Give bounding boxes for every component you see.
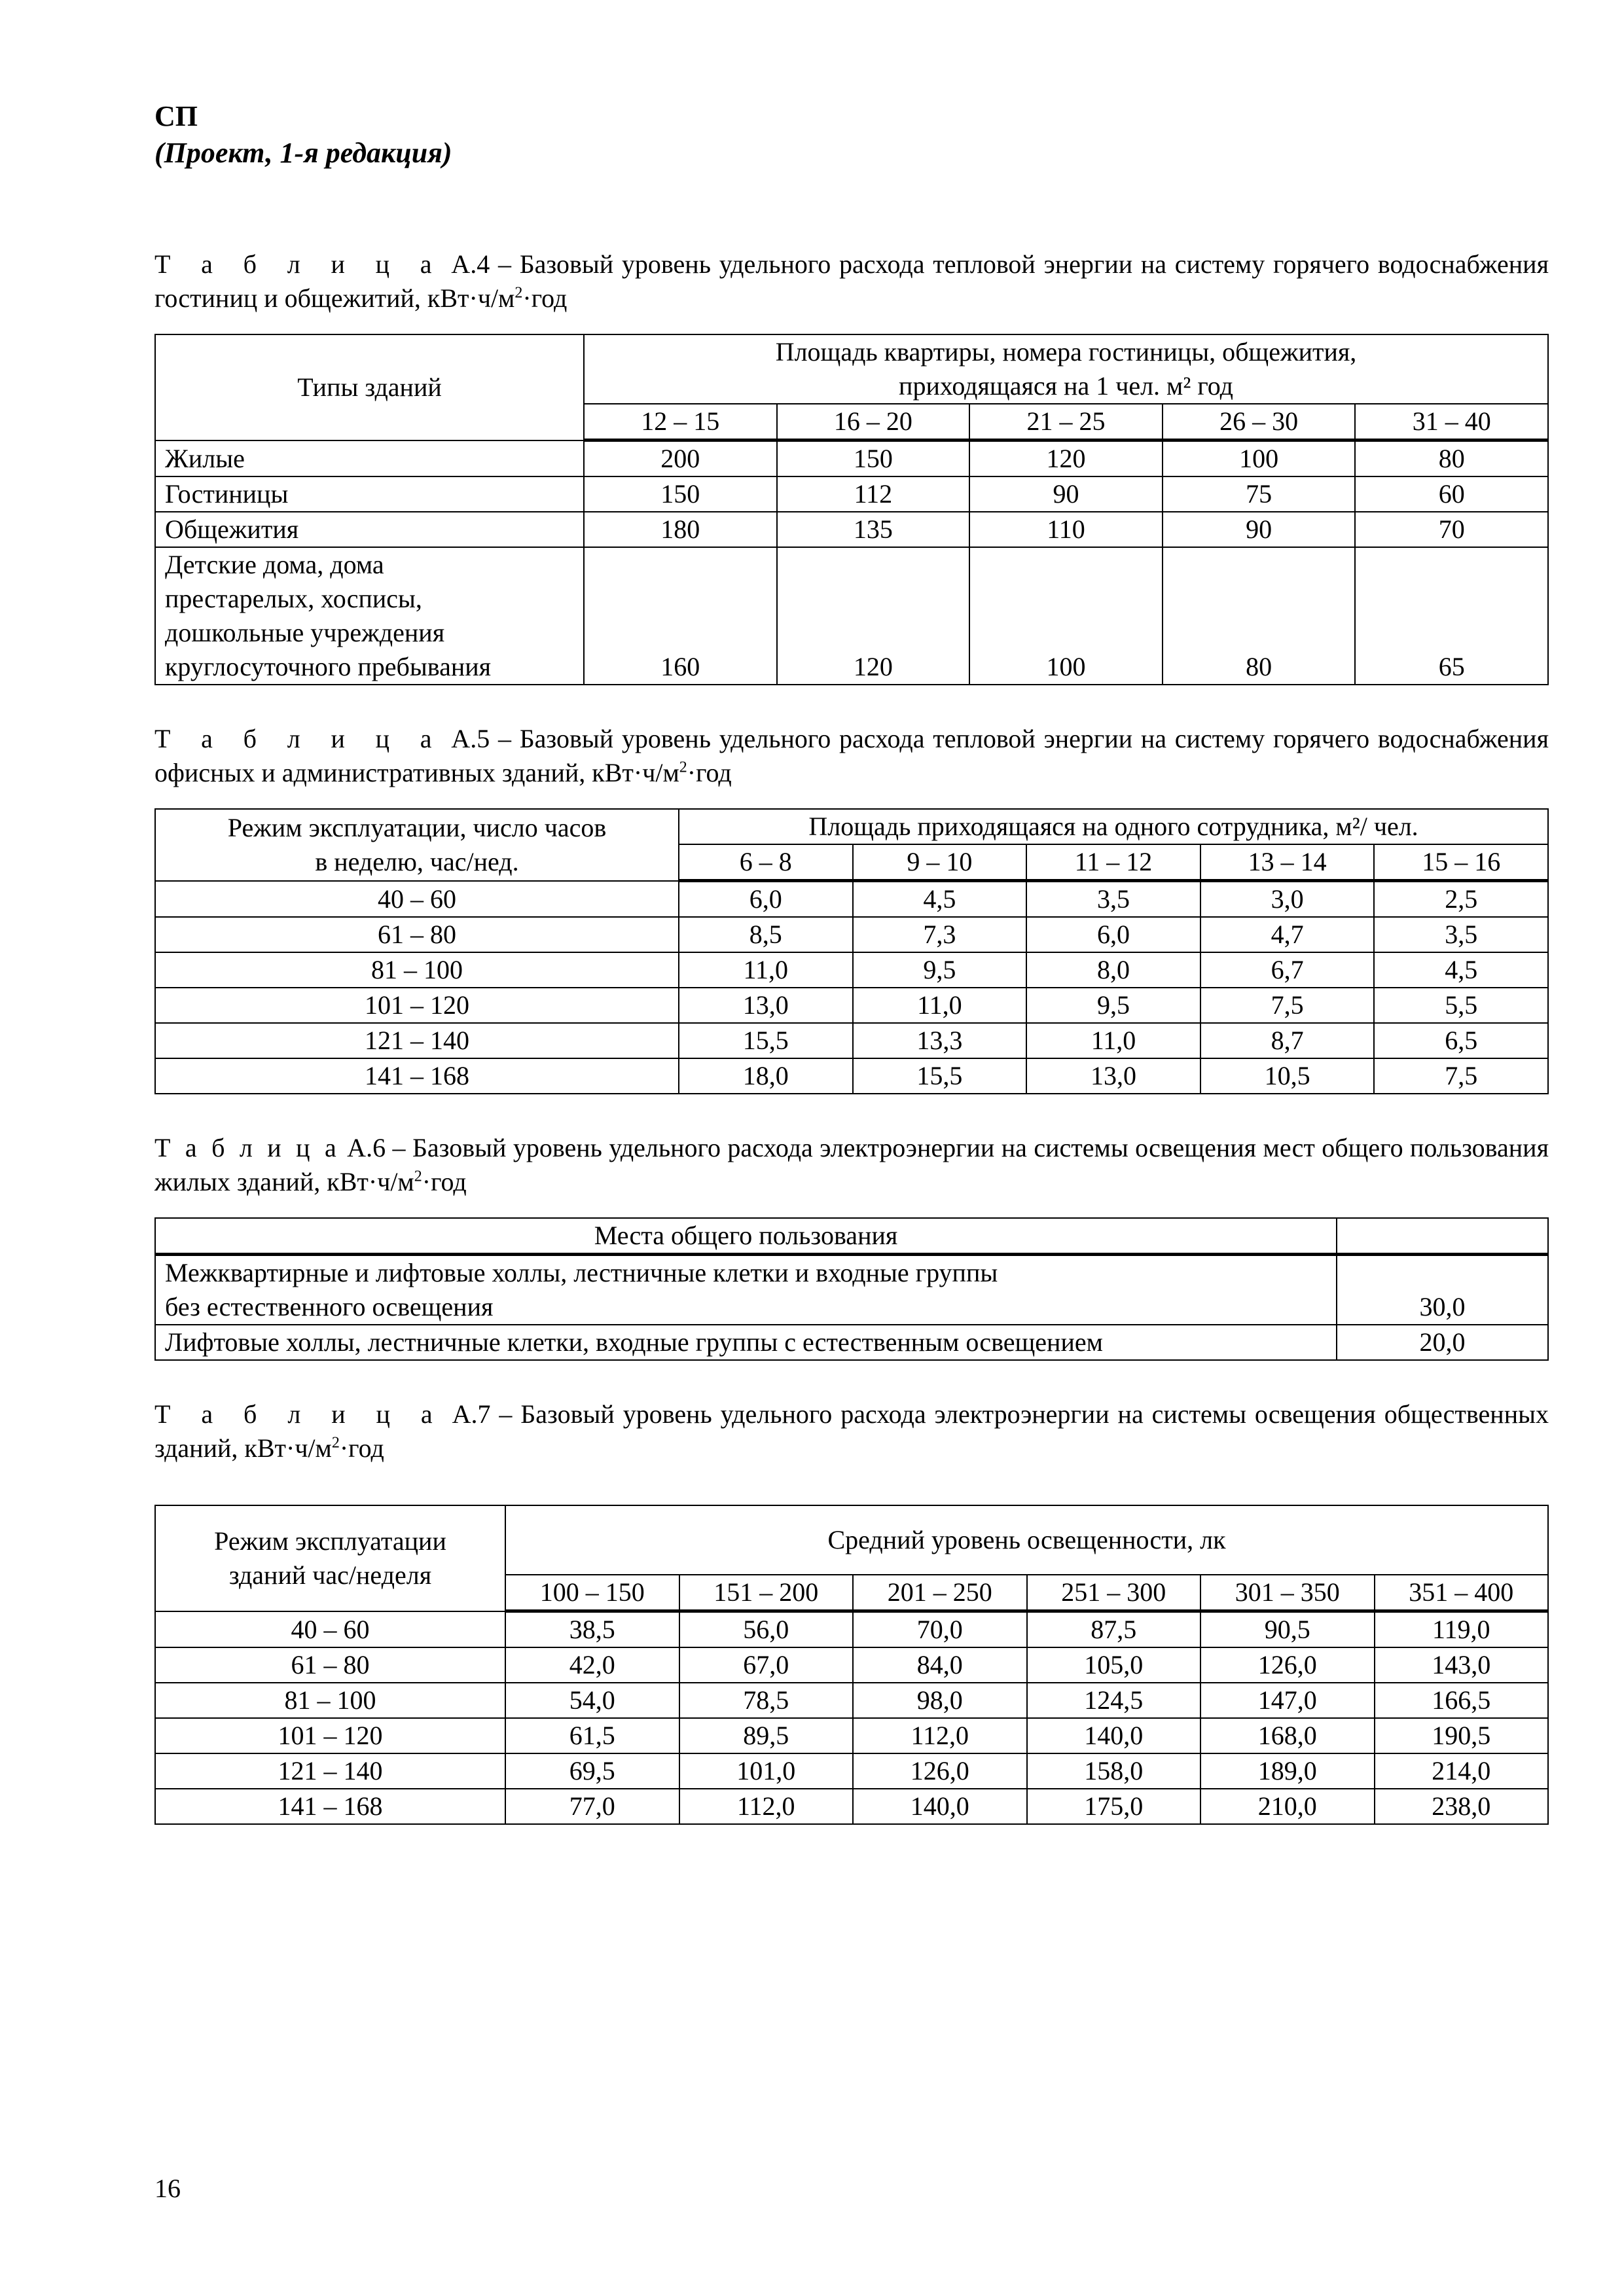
table-a6-caption-prefix: Т а б л и ц а [154,1133,340,1162]
table-row: Лифтовые холлы, лестничные клетки, входные группы с естественным освещением 20,0 [155,1325,1548,1360]
table-row: 141 – 168 77,0 112,0 140,0 175,0 210,0 238,0 [155,1789,1548,1824]
table-a5-column-header: 9 – 10 [853,844,1027,881]
page-number: 16 [154,2174,181,2203]
table-a4-column-header: 26 – 30 [1163,404,1356,440]
document-code: СП [154,100,198,132]
table-a5-column-header: 13 – 14 [1200,844,1375,881]
table-row: 61 – 80 8,5 7,3 6,0 4,7 3,5 [155,917,1548,952]
table-a5-caption-prefix: Т а б л и ц а [154,724,443,753]
table-a7-column-header: 301 – 350 [1200,1575,1375,1611]
table-row: 61 – 80 42,0 67,0 84,0 105,0 126,0 143,0 [155,1647,1548,1683]
table-a4 [154,334,1549,685]
table-a4-column-header: 12 – 15 [584,404,777,440]
table-row: 40 – 60 38,5 56,0 70,0 87,5 90,5 119,0 [155,1611,1548,1648]
table-a6-col1-header: Места общего пользования [155,1218,1337,1255]
table-a5-column-header: 6 – 8 [679,844,853,881]
table-row: 121 – 140 15,5 13,3 11,0 8,7 6,5 [155,1023,1548,1058]
table-a7-col1-header: Режим эксплуатации зданий час/неделя [155,1505,505,1611]
table-row: Детские дома, дома престарелых, хосписы, дошкольные учреждения круглосуточного пребывания 160 120 100 80 65 [155,547,1548,685]
table-a5-column-header: 15 – 16 [1374,844,1548,881]
document-edition: (Проект, 1-я редакция) [154,137,452,169]
table-a4-caption: Т а б л и ц а А.4 – Базовый уровень удельного расхода тепловой энергии на систему горячего водоснабжения гостиниц и общежитий, $кВт\cdot ч/м^2\cdot год$ [154,249,1549,313]
table-a4-column-header: 21 – 25 [969,404,1163,440]
table-row: 101 – 120 13,0 11,0 9,5 7,5 5,5 [155,988,1548,1023]
table-a5-column-header: 11 – 12 [1026,844,1200,881]
document-page [154,98,1549,1825]
table-row: 40 – 60 6,0 4,5 3,5 3,0 2,5 [155,881,1548,918]
table-a4-group-header: Площадь квартиры, номера гостиницы, общежития, приходящаяся на 1 чел. м² год [584,334,1548,404]
table-row: Общежития 180 135 110 90 70 [155,512,1548,547]
table-a7-column-header: 100 – 150 [505,1575,679,1611]
table-a7 [154,1505,1549,1825]
table-a4-column-header: 31 – 40 [1355,404,1548,440]
table-a7-column-header: 351 – 400 [1375,1575,1549,1611]
table-a5-caption: Т а б л и ц а А.5 – Базовый уровень удельного расхода тепловой энергии на систему горячего водоснабжения офисных и административных зданий, $кВт\cdot ч/м^2\cdot год$ [154,724,1549,787]
table-a6-caption: Т а б л и ц а А.6 – Базовый уровень удельного расхода электроэнергии на системы освещения мест общего пользования жилых зданий, $кВт\cdot ч/м^2\cdot год$ [154,1133,1549,1196]
table-a7-caption-prefix: Т а б л и ц а [154,1399,444,1429]
table-row: 121 – 140 69,5 101,0 126,0 158,0 189,0 214,0 [155,1753,1548,1789]
table-a7-caption-text: А.7 – Базовый уровень удельного расхода электроэнергии на системы освещения общественных зданий, кВт·ч/м [154,1399,1549,1463]
table-a4-caption-prefix: Т а б л и ц а [154,249,443,279]
table-row: 81 – 100 11,0 9,5 8,0 6,7 4,5 [155,952,1548,988]
table-a5 [154,808,1549,1094]
table-a6 [154,1217,1549,1361]
table-a4-col1-header: Типы зданий [155,334,584,440]
table-a7-caption: Т а б л и ц а А.7 – Базовый уровень удельного расхода электроэнергии на системы освещения общественных зданий, $кВт\cdot ч/м^2\cdot год$ [154,1399,1549,1463]
table-a6-value-header [1337,1218,1548,1255]
table-a4-column-header: 16 – 20 [777,404,970,440]
table-a7-group-header: Средний уровень освещенности, лк [505,1505,1548,1575]
table-row: Межквартирные и лифтовые холлы, лестничные клетки и входные группы без естественного освещения 30,0 [155,1255,1548,1325]
table-a5-caption-text: А.5 – Базовый уровень удельного расхода тепловой энергии на систему горячего водоснабжения офисных и административных зданий, кВт·ч/м [154,724,1549,787]
table-a5-col1-header: Режим эксплуатации, число часов в неделю, час/нед. [155,809,679,881]
table-a4-caption-text: А.4 – Базовый уровень удельного расхода тепловой энергии на систему горячего водоснабжения гостиниц и общежитий, кВт·ч/м [154,249,1549,313]
table-a5-group-header: Площадь приходящаяся на одного сотрудника, м²/ чел. [679,809,1548,844]
table-a6-caption-text: А.6 – Базовый уровень удельного расхода электроэнергии на системы освещения мест общего пользования жилых зданий, кВт·ч/м [154,1133,1549,1196]
table-row: Гостиницы 150 112 90 75 60 [155,476,1548,512]
table-a7-column-header: 251 – 300 [1027,1575,1201,1611]
table-row: 141 – 168 18,0 15,5 13,0 10,5 7,5 [155,1058,1548,1094]
table-a7-column-header: 151 – 200 [679,1575,854,1611]
table-row: Жилые 200 150 120 100 80 [155,440,1548,477]
table-a7-column-header: 201 – 250 [853,1575,1027,1611]
table-row: 101 – 120 61,5 89,5 112,0 140,0 168,0 190,5 [155,1718,1548,1753]
table-row: 81 – 100 54,0 78,5 98,0 124,5 147,0 166,5 [155,1683,1548,1718]
